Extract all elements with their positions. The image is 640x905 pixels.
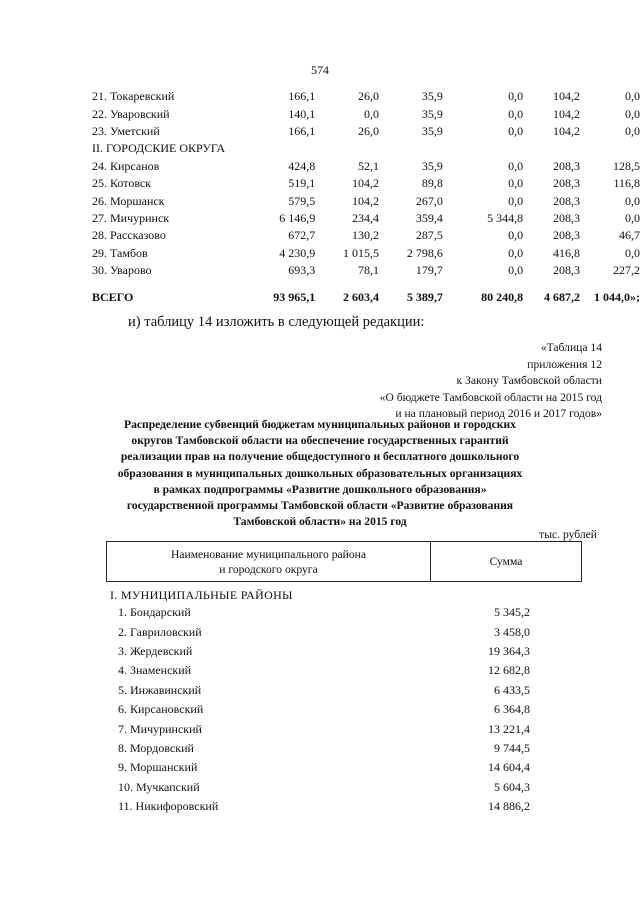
table-row bbox=[106, 603, 530, 622]
row-value: 208,3 bbox=[553, 158, 581, 173]
column-header-line: и городского округа bbox=[219, 562, 318, 576]
row-value: 4 230,9 bbox=[279, 245, 316, 260]
heading-line: округов Тамбовской области на обеспечение государственных гарантий bbox=[131, 434, 509, 448]
row-value: 89,8 bbox=[421, 176, 443, 191]
row-value: 208,3 bbox=[553, 228, 581, 243]
row-value: 35,9 bbox=[421, 123, 443, 138]
district-name: 5. Инжавинский bbox=[118, 682, 202, 697]
district-sum: 19 364,3 bbox=[488, 643, 530, 658]
row-value: 104,2 bbox=[352, 176, 380, 191]
column-header-name bbox=[106, 542, 431, 581]
district-sum: 3 458,0 bbox=[494, 624, 530, 639]
row-value: 234,4 bbox=[352, 210, 380, 225]
heading-line: реализации прав на получение общедоступного и бесплатного дошкольного bbox=[120, 450, 520, 464]
row-name: 21. Токаревский bbox=[92, 89, 175, 104]
annex-line: и на плановый период 2016 и 2017 годов» bbox=[395, 407, 602, 420]
row-value: 1 015,5 bbox=[343, 245, 380, 260]
page-number: 574 bbox=[311, 63, 329, 77]
row-value: 35,9 bbox=[421, 89, 443, 104]
amendment-instruction: и) таблицу 14 изложить в следующей редакции: bbox=[128, 314, 425, 330]
row-value: 5 344,8 bbox=[487, 210, 524, 225]
row-value: 0,0 bbox=[364, 106, 380, 121]
table-row bbox=[92, 175, 640, 192]
heading-line: Распределение субвенций бюджетам муниципальных районов и городских bbox=[124, 418, 516, 431]
row-value: 140,1 bbox=[288, 106, 316, 121]
table-row bbox=[92, 88, 640, 105]
district-name: 3. Жердевский bbox=[118, 643, 193, 658]
row-name: 24. Кирсанов bbox=[92, 158, 160, 173]
row-value: 179,7 bbox=[415, 263, 443, 278]
row-value: 52,1 bbox=[358, 158, 380, 173]
heading-line: в рамках подпрограммы «Развитие дошкольного образования» bbox=[153, 482, 487, 496]
district-sum: 6 364,8 bbox=[494, 702, 530, 717]
row-value: 267,0 bbox=[415, 193, 443, 208]
total-value: 80 240,8 bbox=[481, 290, 524, 305]
row-value: 166,1 bbox=[288, 123, 316, 138]
row-value: 359,4 bbox=[415, 210, 443, 225]
row-name: 30. Уварово bbox=[92, 263, 152, 278]
row-value: 0,0 bbox=[625, 193, 640, 208]
row-value: 0,0 bbox=[625, 245, 640, 260]
row-value: 0,0 bbox=[508, 245, 524, 260]
heading-line: государственной программы Тамбовской области «Развитие образования bbox=[126, 499, 514, 513]
row-value: 0,0 bbox=[625, 89, 640, 104]
district-sum: 5 345,2 bbox=[494, 605, 530, 620]
units-label: тыс. рублей bbox=[539, 528, 597, 541]
table-row bbox=[92, 245, 640, 262]
row-value: 0,0 bbox=[508, 176, 524, 191]
row-value: 0,0 bbox=[508, 228, 524, 243]
table-row bbox=[92, 227, 640, 244]
district-name: 6. Кирсановский bbox=[118, 702, 204, 717]
districts-table bbox=[106, 603, 530, 816]
district-name: 2. Гавриловский bbox=[118, 624, 202, 639]
row-value: 227,2 bbox=[613, 263, 640, 278]
row-value: 208,3 bbox=[553, 263, 581, 278]
table-row bbox=[92, 192, 640, 209]
total-row bbox=[92, 279, 640, 306]
table-row bbox=[106, 739, 530, 758]
district-name: 9. Моршанский bbox=[118, 760, 198, 775]
row-value: 104,2 bbox=[553, 123, 581, 138]
table-row bbox=[92, 262, 640, 279]
district-name: 1. Бондарский bbox=[118, 605, 191, 620]
district-name: 8. Мордовский bbox=[118, 740, 194, 755]
section-row bbox=[92, 140, 640, 157]
row-value: 0,0 bbox=[508, 193, 524, 208]
table-row bbox=[106, 622, 530, 641]
row-value: 6 146,9 bbox=[279, 210, 316, 225]
column-header-sum: Сумма bbox=[431, 542, 582, 581]
row-value: 35,9 bbox=[421, 158, 443, 173]
annex-reference bbox=[380, 340, 602, 423]
row-value: 128,5 bbox=[613, 158, 640, 173]
section-title: II. ГОРОДСКИЕ ОКРУГА bbox=[92, 141, 226, 156]
row-name: 23. Уметский bbox=[92, 123, 160, 138]
heading-line: Тамбовской области» на 2015 год bbox=[233, 515, 407, 529]
row-value: 208,3 bbox=[553, 210, 581, 225]
district-sum: 14 604,4 bbox=[488, 760, 530, 775]
row-name: 27. Мичуринск bbox=[92, 210, 170, 225]
row-name: 29. Тамбов bbox=[92, 245, 148, 260]
row-value: 287,5 bbox=[415, 228, 443, 243]
row-value: 0,0 bbox=[508, 89, 524, 104]
row-value: 579,5 bbox=[288, 193, 316, 208]
table-row bbox=[106, 700, 530, 719]
table-row bbox=[106, 797, 530, 816]
row-value: 416,8 bbox=[553, 245, 581, 260]
district-sum: 13 221,4 bbox=[488, 721, 530, 736]
row-value: 519,1 bbox=[288, 176, 316, 191]
table-row bbox=[92, 210, 640, 227]
row-value: 0,0 bbox=[508, 123, 524, 138]
table-heading bbox=[100, 417, 540, 530]
row-value: 35,9 bbox=[421, 106, 443, 121]
annex-line: «Таблица 14 bbox=[540, 341, 602, 354]
row-value: 693,3 bbox=[288, 263, 316, 278]
row-value: 116,8 bbox=[613, 176, 640, 191]
row-value: 104,2 bbox=[352, 193, 380, 208]
total-label: ВСЕГО bbox=[92, 290, 134, 305]
row-name: 25. Котовск bbox=[92, 176, 152, 191]
table-row bbox=[106, 681, 530, 700]
table-row bbox=[106, 642, 530, 661]
table-row bbox=[92, 123, 640, 140]
table-row bbox=[106, 719, 530, 738]
district-sum: 12 682,8 bbox=[488, 663, 530, 678]
district-name: 11. Никифоровский bbox=[118, 799, 219, 814]
row-value: 208,3 bbox=[553, 193, 581, 208]
total-value: 4 687,2 bbox=[544, 290, 581, 305]
annex-line: к Закону Тамбовской области bbox=[456, 374, 602, 387]
row-value: 130,2 bbox=[352, 228, 380, 243]
row-value: 26,0 bbox=[358, 89, 380, 104]
column-header-line: Наименование муниципального района bbox=[170, 547, 367, 561]
row-value: 208,3 bbox=[553, 176, 581, 191]
districts-section-title: I. МУНИЦИПАЛЬНЫЕ РАЙОНЫ bbox=[110, 588, 293, 602]
district-name: 10. Мучкапский bbox=[118, 779, 200, 794]
table-row bbox=[92, 105, 640, 122]
table-row bbox=[106, 778, 530, 797]
total-value: 5 389,7 bbox=[406, 290, 443, 305]
district-name: 4. Знаменский bbox=[118, 663, 192, 678]
row-value: 26,0 bbox=[358, 123, 380, 138]
table-row bbox=[92, 158, 640, 175]
row-value: 0,0 bbox=[625, 123, 640, 138]
district-name: 7. Мичуринский bbox=[118, 721, 202, 736]
annex-line: «О бюджете Тамбовской области на 2015 год bbox=[379, 390, 602, 404]
row-value: 78,1 bbox=[358, 263, 380, 278]
district-sum: 6 433,5 bbox=[494, 682, 530, 697]
total-value: 2 603,4 bbox=[343, 290, 380, 305]
row-value: 0,0 bbox=[625, 106, 640, 121]
row-name: 28. Рассказово bbox=[92, 228, 166, 243]
row-value: 0,0 bbox=[625, 210, 640, 225]
row-value: 0,0 bbox=[508, 263, 524, 278]
row-value: 166,1 bbox=[288, 89, 316, 104]
table-header bbox=[106, 541, 582, 582]
district-sum: 5 604,3 bbox=[494, 779, 530, 794]
district-sum: 9 744,5 bbox=[494, 740, 530, 755]
district-sum: 14 886,2 bbox=[488, 799, 530, 814]
row-value: 0,0 bbox=[508, 106, 524, 121]
row-name: 22. Уваровский bbox=[92, 106, 170, 121]
row-value: 2 798,6 bbox=[406, 245, 443, 260]
row-value: 104,2 bbox=[553, 89, 581, 104]
table-row bbox=[106, 758, 530, 777]
row-value: 46,7 bbox=[619, 228, 640, 243]
row-name: 26. Моршанск bbox=[92, 193, 165, 208]
annex-line: приложения 12 bbox=[527, 357, 602, 371]
row-value: 424,8 bbox=[288, 158, 316, 173]
table-row bbox=[106, 661, 530, 680]
row-value: 0,0 bbox=[508, 158, 524, 173]
continuation-table bbox=[92, 88, 640, 307]
total-value: 93 965,1 bbox=[273, 290, 316, 305]
heading-line: образования в муниципальных дошкольных образовательных организациях bbox=[117, 466, 523, 480]
total-value: 1 044,0»; bbox=[594, 290, 640, 305]
row-value: 672,7 bbox=[288, 228, 316, 243]
row-value: 104,2 bbox=[553, 106, 581, 121]
